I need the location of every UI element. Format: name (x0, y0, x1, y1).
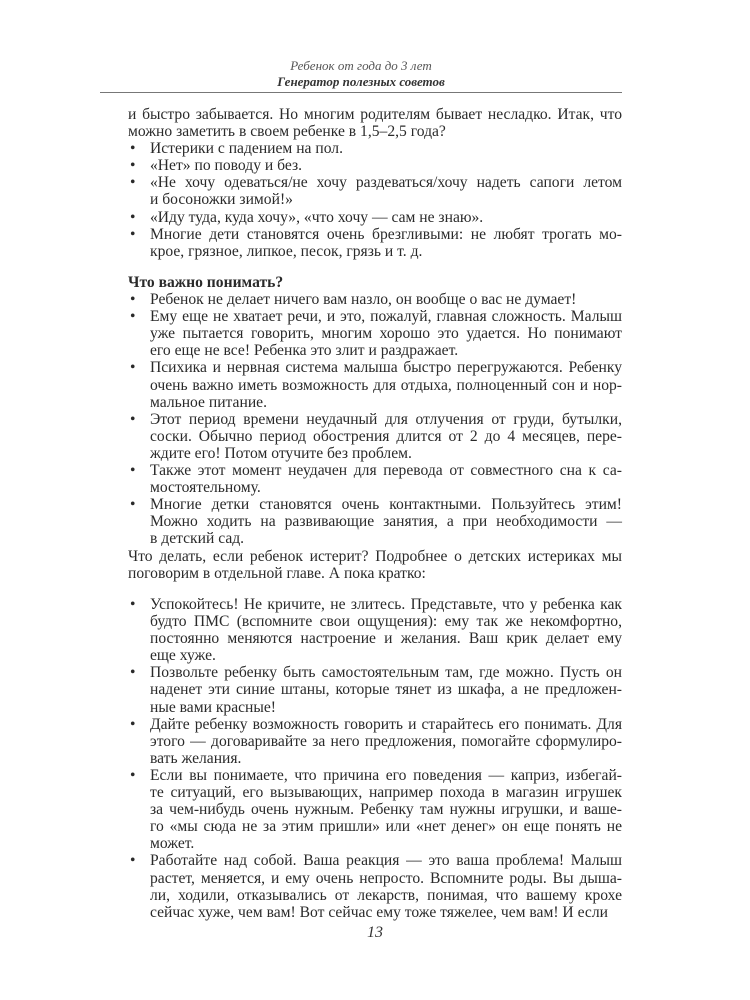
text-line: в детский сад. (150, 530, 245, 548)
bullet-icon: • (130, 140, 136, 158)
text-line: «Нет» по поводу и без. (150, 157, 303, 175)
text-line: ные вами красные! (150, 698, 276, 716)
text-line: Что делать, если ребенок истерит? Подробнее о детских истериках мы (128, 547, 622, 565)
bullet-icon: • (130, 410, 136, 428)
list-item (128, 852, 622, 920)
text-line: Психика и нервная система малыша быстро перегружаются. Ребенку (150, 359, 622, 377)
text-line: Также этот момент неудачен для перевода от совместного сна к са- (150, 462, 622, 480)
text-line: поговорим в отдельной главе. А пока кратко: (128, 564, 426, 582)
list-item (128, 359, 622, 410)
text-line: Дайте ребенку возможность говорить и старайтесь его понимать. Для (150, 715, 622, 733)
list-item (128, 596, 622, 664)
text-line: постоянно меняются настроение и желания. Ваш крик делает ему (150, 630, 622, 648)
text-line: ждите его! Потом отучите без проблем. (150, 444, 412, 462)
bullet-icon: • (130, 157, 136, 175)
list-item (128, 157, 622, 174)
running-header-book-title: Ребенок от года до 3 лет (290, 58, 432, 73)
text-line: те ситуаций, его вызывающих, например похода в магазин игрушек (150, 784, 622, 802)
text-line: его еще не все! Ребенка это злит и раздражает. (150, 342, 459, 360)
list-item (128, 496, 622, 547)
text-line: Что важно понимать? (128, 274, 284, 291)
text-line: Работайте над собой. Ваша реакция — это ваша проблема! Малыш (150, 852, 622, 870)
text-line: наденет эти синие штаны, которые тянет из шкафа, а не предложен- (150, 681, 622, 699)
running-header-chapter-title: Генератор полезных советов (277, 74, 445, 89)
list-item (128, 174, 622, 208)
text-line: Можно ходить на развивающие занятия, а при необходимости — (150, 513, 622, 531)
text-line: еще хуже. (150, 647, 216, 665)
text-line: мальное питание. (150, 393, 267, 411)
text-line: Позвольте ребенку быть самостоятельным там, где можно. Пусть он (150, 664, 622, 682)
text-line: растет, меняется, и ему очень непросто. Вспомните роды. Вы дыша- (150, 869, 622, 887)
text-line: го «мы сюда не за этим пришли» или «нет денег» он еще понять не (150, 818, 622, 836)
list-item (128, 291, 622, 308)
bullet-icon: • (130, 852, 136, 870)
bullet-icon: • (130, 664, 136, 682)
text-line: «Иду туда, куда хочу», «что хочу — сам не знаю». (150, 208, 484, 226)
text-line: ли, ходили, отказывались от лекарств, понимая, что вашему крохе (150, 886, 622, 904)
paragraph (128, 548, 622, 582)
section-what-to-do (128, 596, 622, 921)
text-line: и быстро забывается. Но многим родителям бывает несладко. Итак, что (128, 106, 622, 123)
text-line: Ему еще не хватает речи, и это, пожалуй, главная сложность. Малыш (150, 308, 622, 326)
text-line: вать желания. (150, 749, 242, 767)
text-line: можно заметить в своем ребенке в 1,5–2,5 года? (128, 123, 446, 141)
text-line: уже пытается говорить, многим хорошо это удается. Но понимают (150, 325, 622, 343)
text-line: и босоножки зимой!» (150, 191, 293, 209)
text-line: Истерики с падением на пол. (150, 140, 343, 158)
header-divider (100, 92, 622, 93)
text-line: очень важно иметь возможность для отдыха, полноценный сон и нор- (150, 376, 622, 394)
list-item (128, 411, 622, 462)
text-line: Многие дети становятся очень брезгливыми: не любят трогать мо- (150, 225, 622, 243)
paragraph (128, 106, 622, 140)
text-line: Ребенок не делает ничего вам назло, он вообще о вас не думает! (150, 291, 577, 309)
bullet-icon: • (130, 174, 136, 192)
bullet-icon: • (130, 766, 136, 784)
list-item (128, 767, 622, 852)
text-line: мостоятельному. (150, 479, 261, 497)
text-line: Многие детки становятся очень контактными. Пользуйтесь этим! (150, 496, 622, 514)
text-line: за чем-нибудь очень нужным. Ребенку там нужны игрушки, и ваше- (150, 801, 622, 819)
text-line: Если вы понимаете, что причина его поведения — каприз, избегай- (150, 766, 622, 784)
bullet-icon: • (130, 715, 136, 733)
section-what-to-understand (128, 274, 622, 582)
text-line: сейчас хуже, чем вам! Вот сейчас ему тоже тяжелее, чем вам! И если (150, 903, 608, 921)
bullet-icon: • (130, 359, 136, 377)
list-item (128, 140, 622, 157)
list-item (128, 664, 622, 715)
text-line: «Не хочу одеваться/не хочу раздеваться/хочу надеть сапоги летом (150, 174, 622, 192)
text-line: будто ПМС (вспомните свои ощущения): ему так же некомфортно, (150, 613, 622, 631)
text-line: этого — договаривайте за него предложения, помогайте сформулиро- (150, 732, 622, 750)
text-line: крое, грязное, липкое, песок, грязь и т. д. (150, 242, 423, 260)
text-line: Успокойтесь! Не кричите, не злитесь. Представьте, что у ребенка как (150, 596, 622, 613)
text-line: соски. Обычно период обострения длится от 2 до 4 месяцев, пере- (150, 427, 622, 445)
section-heading (128, 274, 622, 291)
bullet-icon: • (130, 596, 136, 613)
bullet-icon: • (130, 208, 136, 226)
list-item (128, 716, 622, 767)
list-item (128, 209, 622, 226)
bullet-icon: • (130, 496, 136, 514)
bullet-icon: • (130, 462, 136, 480)
bullet-icon: • (130, 291, 136, 309)
page-number: 13 (367, 924, 383, 941)
text-line: Этот период времени неудачный для отлучения от груди, бутылки, (150, 410, 622, 428)
list-item (128, 226, 622, 260)
text-line: может. (150, 835, 195, 853)
section-intro (128, 106, 622, 260)
bullet-icon: • (130, 225, 136, 243)
bullet-icon: • (130, 308, 136, 326)
list-item (128, 462, 622, 496)
list-item (128, 308, 622, 359)
